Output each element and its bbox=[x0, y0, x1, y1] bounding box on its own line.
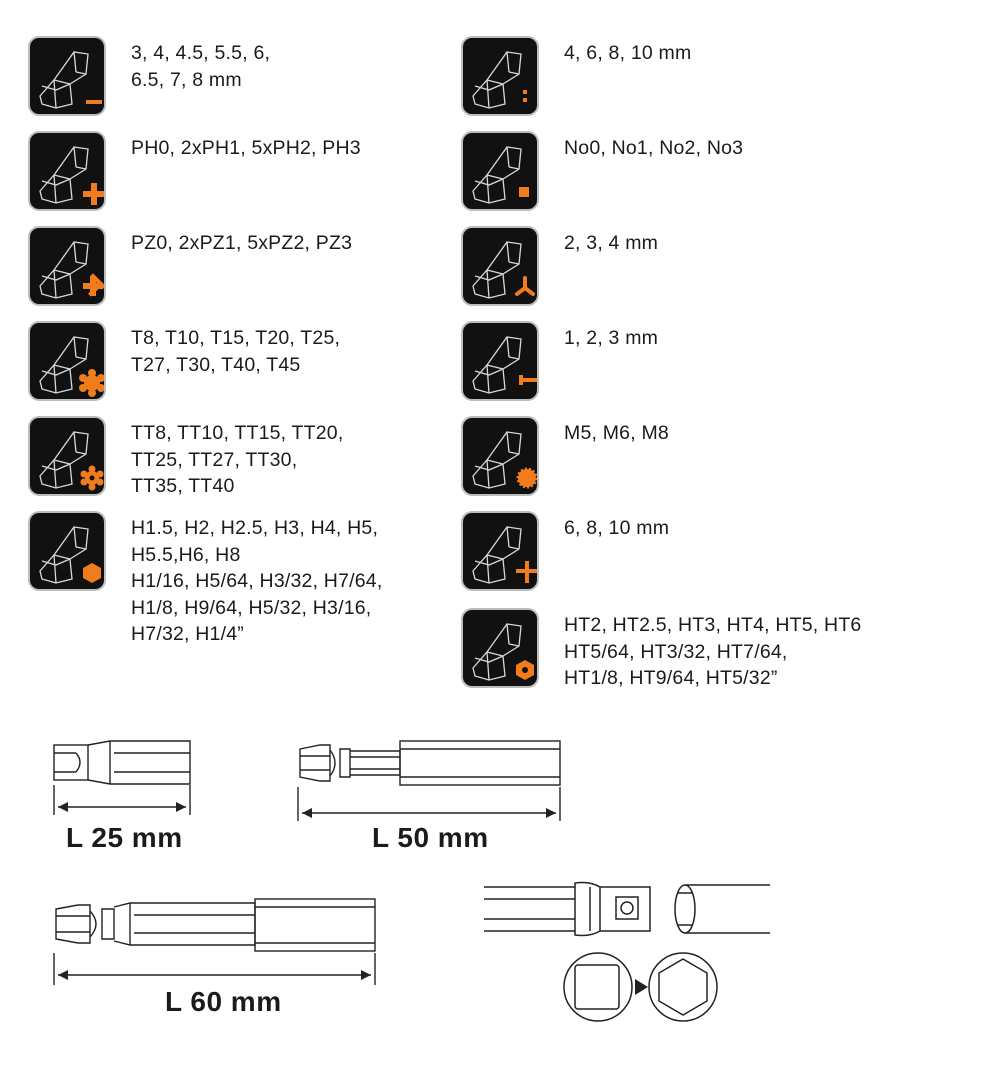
bit-sizes bbox=[131, 420, 343, 500]
phillips-bit-icon bbox=[30, 133, 104, 209]
holder-60mm-drawing bbox=[50, 895, 380, 985]
bit-row bbox=[463, 38, 691, 114]
bit-size-line: TT25, TT27, TT30, bbox=[131, 448, 298, 471]
bit-size-line: 1, 2, 3 mm bbox=[564, 327, 659, 349]
bit-size-line: T8, T10, T15, T20, T25, bbox=[131, 327, 341, 349]
spanner-bit-icon bbox=[463, 38, 537, 114]
bit-size-line: H7/32, H1/4” bbox=[131, 623, 244, 645]
bit-sizes bbox=[564, 515, 669, 542]
bit-row bbox=[30, 38, 270, 114]
bit-sizes bbox=[131, 135, 361, 162]
bit-size-line: H5.5,H6, H8 bbox=[131, 543, 241, 566]
bit-row bbox=[463, 513, 669, 589]
bit-25mm-drawing bbox=[50, 735, 200, 815]
bit-row bbox=[463, 418, 669, 494]
bit-sizes bbox=[564, 325, 658, 352]
bit-row bbox=[30, 133, 361, 209]
bit-row bbox=[30, 513, 382, 648]
bit-size-line: 4, 6, 8, 10 mm bbox=[564, 42, 692, 64]
bit-size-line: HT5/64, HT3/32, HT7/64, bbox=[564, 640, 788, 663]
square-bit-icon bbox=[463, 133, 537, 209]
length-50-label: L 50 mm bbox=[372, 822, 489, 853]
bit-size-line: 2, 3, 4 mm bbox=[564, 232, 659, 254]
spline-bit-icon bbox=[463, 418, 537, 494]
bit-row bbox=[463, 610, 861, 692]
bit-sizes bbox=[131, 230, 352, 257]
bit-row bbox=[30, 418, 343, 500]
bit-size-line: No0, No1, No2, No3 bbox=[564, 137, 744, 159]
bit-size-line: PH0, 2xPH1, 5xPH2, PH3 bbox=[131, 137, 361, 159]
slotted-bit-icon bbox=[30, 38, 104, 114]
bit-size-line: HT2, HT2.5, HT3, HT4, HT5, HT6 bbox=[564, 614, 862, 636]
torq-set-bit-icon bbox=[463, 323, 537, 399]
bit-size-line: H1/8, H9/64, H5/32, H3/16, bbox=[131, 596, 372, 619]
bit-size-line: T27, T30, T40, T45 bbox=[131, 353, 301, 376]
bit-sizes bbox=[564, 135, 743, 162]
bit-sizes bbox=[564, 612, 861, 692]
bit-size-line: 6.5, 7, 8 mm bbox=[131, 68, 242, 91]
bit-row bbox=[30, 228, 352, 304]
bit-size-line: H1.5, H2, H2.5, H3, H4, H5, bbox=[131, 517, 379, 539]
bit-sizes bbox=[131, 515, 382, 648]
hex-bit-icon bbox=[30, 513, 104, 589]
bit-size-line: TT8, TT10, TT15, TT20, bbox=[131, 422, 344, 444]
bit-size-line: H1/16, H5/64, H3/32, H7/64, bbox=[131, 570, 383, 592]
bit-size-line: 6, 8, 10 mm bbox=[564, 517, 670, 539]
bit-size-line: PZ0, 2xPZ1, 5xPZ2, PZ3 bbox=[131, 232, 353, 254]
bit-row bbox=[30, 323, 340, 399]
bit-sizes bbox=[564, 40, 691, 67]
bit-sizes bbox=[564, 420, 669, 447]
bit-size-line: M5, M6, M8 bbox=[564, 422, 669, 444]
tamper-hex-bit-icon bbox=[463, 610, 537, 686]
bit-row bbox=[463, 133, 743, 209]
cross-bit-icon bbox=[463, 513, 537, 589]
bit-sizes bbox=[131, 325, 340, 378]
bit-row bbox=[463, 323, 658, 399]
bit-row bbox=[463, 228, 658, 304]
torx-bit-icon bbox=[30, 323, 104, 399]
tri-wing-bit-icon bbox=[463, 228, 537, 304]
pozidriv-bit-icon bbox=[30, 228, 104, 304]
bit-sizes bbox=[564, 230, 658, 257]
bit-size-line: HT1/8, HT9/64, HT5/32” bbox=[564, 667, 778, 689]
bit-sizes bbox=[131, 40, 270, 93]
holder-50mm-drawing bbox=[292, 735, 567, 825]
length-60-label: L 60 mm bbox=[165, 986, 282, 1017]
bit-size-line: TT35, TT40 bbox=[131, 475, 235, 497]
socket-adapter-drawing bbox=[480, 875, 780, 1025]
length-25-label: L 25 mm bbox=[66, 822, 183, 853]
bit-size-line: 3, 4, 4.5, 5.5, 6, bbox=[131, 42, 271, 64]
tamper-torx-bit-icon bbox=[30, 418, 104, 494]
